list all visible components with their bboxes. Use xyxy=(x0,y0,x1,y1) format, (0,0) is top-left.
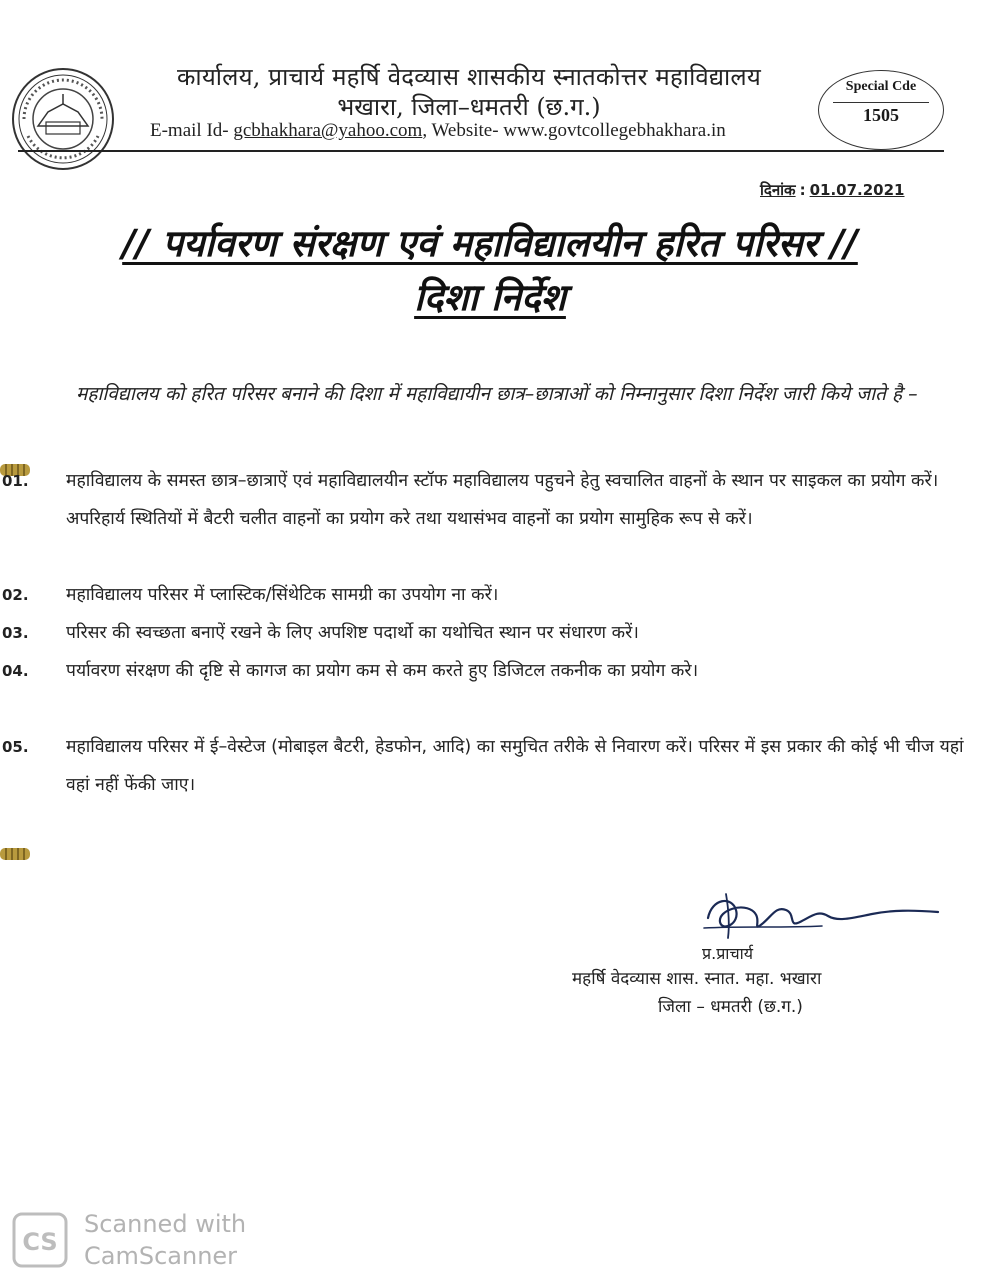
guideline-item xyxy=(2,728,976,804)
guideline-text: महाविद्यालय के समस्त छात्र–छात्राऐं एवं महाविद्यालयीन स्टॉफ महाविद्यालय पहुचने हेतु स्वचालित वाहनों के स्थान पर साइकल का प्रयोग करें। अपरिहार्य स्थितियों में बैटरी चलीत वाहनों का प्रयोग करे तथा यथासंभव वाहनों का प्रयोग सामुहिक रूप से करें। xyxy=(66,471,939,529)
guideline-text: परिसर की स्वच्छता बनाऐं रखने के लिए अपशिष्ट पदार्थो का यथोचित स्थान पर संधारण करें। xyxy=(66,623,639,643)
guideline-number: 05. xyxy=(2,738,29,756)
binder-clip-icon xyxy=(0,846,36,862)
date-line xyxy=(760,180,942,200)
special-code-divider xyxy=(833,102,929,103)
camscanner-logo-icon xyxy=(12,1212,68,1268)
guideline-number: 04. xyxy=(2,662,29,680)
guideline-number: 02. xyxy=(2,586,29,604)
guideline-item xyxy=(2,462,976,538)
special-code-value: 1505 xyxy=(863,105,899,125)
guideline-item xyxy=(2,614,976,652)
guideline-item xyxy=(2,652,976,690)
document-title: // पर्यावरण संरक्षण एवं महाविद्यालयीन हरित परिसर // xyxy=(122,222,858,265)
contact-line xyxy=(150,120,790,142)
document-subtitle xyxy=(40,270,940,321)
watermark-line-2: CamScanner xyxy=(84,1242,238,1270)
college-seal xyxy=(8,64,118,174)
website-label: , Website- xyxy=(422,120,499,141)
special-code-label: Special Cde xyxy=(845,79,917,94)
signatory-district: जिला – धमतरी (छ.ग.) xyxy=(658,997,803,1017)
header-divider xyxy=(18,150,944,152)
signatory-title: प्र.प्राचार्य xyxy=(702,944,754,963)
principal-signature xyxy=(702,888,942,948)
guideline-text: महाविद्यालय परिसर में प्लास्टिक/सिंथेटिक सामग्री का उपयोग ना करें। xyxy=(66,585,499,605)
guideline-text: महाविद्यालय परिसर में ई–वेस्टेज (मोबाइल बैटरी, हेडफोन, आदि) का समुचित तरीके से निवारण करें। परिसर में इस प्रकार की कोई भी चीज यहां वहां नहीं फेंकी जाए। xyxy=(66,737,964,795)
website-address-link[interactable]: www.govtcollegebhakhara.in xyxy=(503,120,726,141)
email-address-link[interactable]: gcbhakhara@yahoo.com xyxy=(233,120,423,141)
email-label: E-mail Id- xyxy=(150,120,229,141)
document-subtitle-text: दिशा निर्देश xyxy=(414,276,566,319)
date-separator: : xyxy=(799,181,806,199)
guideline-text: पर्यावरण संरक्षण की दृष्टि से कागज का प्रयोग कम से कम करते हुए डिजिटल तकनीक का प्रयोग करे। xyxy=(66,661,699,681)
signatory-office: महर्षि वेदव्यास शास. स्नात. महा. भखारा xyxy=(572,969,822,989)
guideline-number: 03. xyxy=(2,624,29,642)
camscanner-watermark xyxy=(84,1208,246,1272)
date-value: 01.07.2021 xyxy=(809,181,905,199)
date-label: दिनांक xyxy=(760,181,796,199)
office-name-line: कार्यालय, प्राचार्य महर्षि वेदव्यास शासकीय स्नातकोत्तर महाविद्यालय xyxy=(176,63,762,91)
intro-paragraph: महाविद्यालय को हरित परिसर बनाने की दिशा में महाविद्यायीन छात्र–छात्राओं को निम्नानुसार दिशा निर्देश जारी किये जाते है – xyxy=(76,383,918,405)
camscanner-logo-text: CS xyxy=(22,1228,58,1256)
special-code-badge xyxy=(818,70,944,150)
watermark-line-1: Scanned with xyxy=(84,1210,247,1238)
guideline-item xyxy=(2,576,976,614)
office-address-line: भखारा, जिला–धमतरी (छ.ग.) xyxy=(337,93,601,121)
guideline-number: 01. xyxy=(2,472,29,490)
